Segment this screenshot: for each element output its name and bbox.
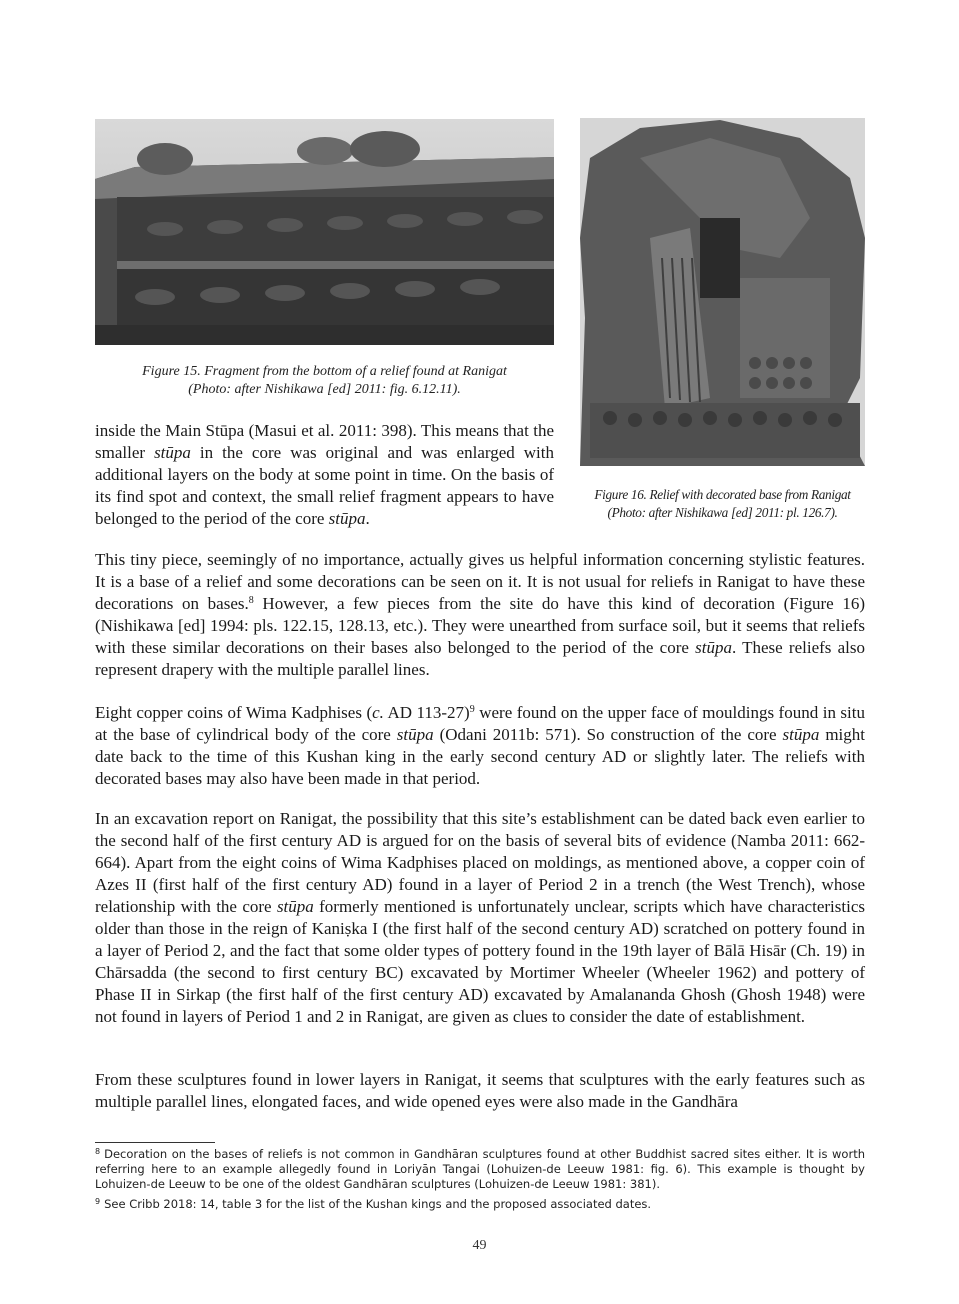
footnote-9 bbox=[95, 1197, 865, 1212]
text-run: However, a few pieces from the site do have this kind of decoration (Figure 16) (Nishikawa [ed] 1994: pls. 122.15, 128.13, etc.). They were unearthed from surface soil, but it seems that reliefs with these similar decorations on their bases also belonged to the period of the core bbox=[95, 594, 865, 657]
text-run: From these sculptures found in lower layers in Ranigat, it seems that sculptures with the early features such as multiple parallel lines, elongated faces, and wide opened eyes were also made in the Gandhāra bbox=[95, 1070, 865, 1111]
paragraph-1 bbox=[95, 549, 865, 681]
figure-15-caption-line2: (Photo: after Nishikawa [ed] 2011: fig. 6.12.11). bbox=[188, 382, 461, 397]
figure-16-caption-line1: Figure 16. Relief with decorated base from Ranigat bbox=[594, 487, 851, 502]
italic-term: stūpa bbox=[695, 638, 732, 657]
page-number: 49 bbox=[472, 1238, 487, 1253]
italic-term: stūpa bbox=[276, 897, 314, 916]
figure-16-caption bbox=[575, 486, 870, 522]
italic-term: stūpa bbox=[328, 509, 366, 528]
figure-15-caption-line1: Figure 15. Fragment from the bottom of a relief found at Ranigat bbox=[142, 364, 507, 379]
text-run: Eight copper coins of Wima Kadphises ( bbox=[95, 703, 373, 722]
text-run: in the core was original and was enlarged with additional layers on the body at some point in time. On the basis of its find spot and context, the small relief fragment appears to have belonged to the period of the core bbox=[95, 443, 554, 528]
paragraph-continuation bbox=[95, 420, 554, 530]
text-run: This tiny piece, seemingly of no importance, actually gives us helpful information concerning stylistic features. It is a base of a relief and some decorations can be seen on it. It is not usual for reliefs in Ranigat to have these decorations on bases. bbox=[95, 550, 865, 613]
paragraph-2 bbox=[95, 702, 865, 790]
text-run: were found on the upper face of mouldings found in situ at the base of cylindrical body of the core bbox=[95, 703, 865, 744]
text-run: formerly mentioned is unfortunately unclear, scripts which have characteristics older than those in the reign of Kaniṣka I (the first half of the second century AD) scratched on pottery found in a layer of Period 2, and the fact that some older types of pottery found in the 19th layer of Bālā Hisār (Ch. 19) in Chārsadda (the second to first century BC) excavated by Mortimer Wheeler (Wheeler 1962) and pottery of Phase II in Sirkap (the first half of the first century AD) excavated by Amalananda Ghosh (Ghosh 1948) were not found in layers of Period 1 and 2 in Ranigat, are given as clues to consider the date of establishment. bbox=[95, 897, 865, 1026]
footnote-ref-8[interactable]: 8 bbox=[248, 595, 254, 606]
paragraph-4 bbox=[95, 1069, 865, 1113]
text-run: AD 113-27) bbox=[383, 703, 470, 722]
italic-term: stūpa bbox=[782, 725, 820, 744]
footnote-text: See Cribb 2018: 14, table 3 for the list of the Kushan kings and the proposed associated dates. bbox=[104, 1197, 652, 1211]
paragraph-3 bbox=[95, 808, 865, 1028]
text-run: inside the Main Stūpa (Masui et al. 2011: 398). This means that the smaller bbox=[95, 421, 554, 462]
figure-16-caption-line2: (Photo: after Nishikawa [ed] 2011: pl. 126.7). bbox=[607, 505, 838, 520]
figure-16-photo bbox=[580, 118, 865, 466]
italic-term: c. bbox=[372, 703, 384, 722]
footnote-number: 9 bbox=[95, 1197, 101, 1206]
figure-15-caption bbox=[95, 363, 554, 399]
figure-15-photo bbox=[95, 119, 554, 345]
text-run: . bbox=[365, 509, 370, 528]
footnote-ref-9[interactable]: 9 bbox=[469, 704, 475, 715]
italic-term: stūpa bbox=[154, 443, 191, 462]
text-run: (Odani 2011b: 571). So construction of the core bbox=[433, 725, 783, 744]
text-run: In an excavation report on Ranigat, the possibility that this site’s establishment can be dated back even earlier to the second half of the first century AD is argued for on the basis of several bits of evidence (Namba 2011: 662-664). Apart from the eight coins of Wima Kadphises placed on moldings, as mentioned above, a copper coin of Azes II (first half of the first century AD) found in a layer of Period 2 in a trench (the West Trench), whose relationship with the core bbox=[95, 809, 865, 916]
footnote-text: Decoration on the bases of reliefs is not common in Gandhāran sculptures found at other Buddhist sacred sites either. It is worth referring here to an example allegedly found in Loriyān Tangai (Lohuizen-de Leeuw 1981: fig. 6). This example is thought by Lohuizen-de Leeuw to be one of the oldest Gandhāran sculptures (Lohuizen-de Leeuw 1981: 381). bbox=[95, 1147, 865, 1191]
text-run: might date back to the time of this Kushan king in the early second century AD or slightly later. The reliefs with decorated bases may also have been made in that period. bbox=[95, 725, 866, 788]
footnote-number: 8 bbox=[95, 1147, 101, 1156]
footnote-divider bbox=[95, 1142, 215, 1143]
italic-term: stūpa bbox=[396, 725, 434, 744]
footnote-8 bbox=[95, 1147, 865, 1192]
text-run: . These reliefs also represent drapery with the multiple parallel lines. bbox=[95, 638, 865, 679]
